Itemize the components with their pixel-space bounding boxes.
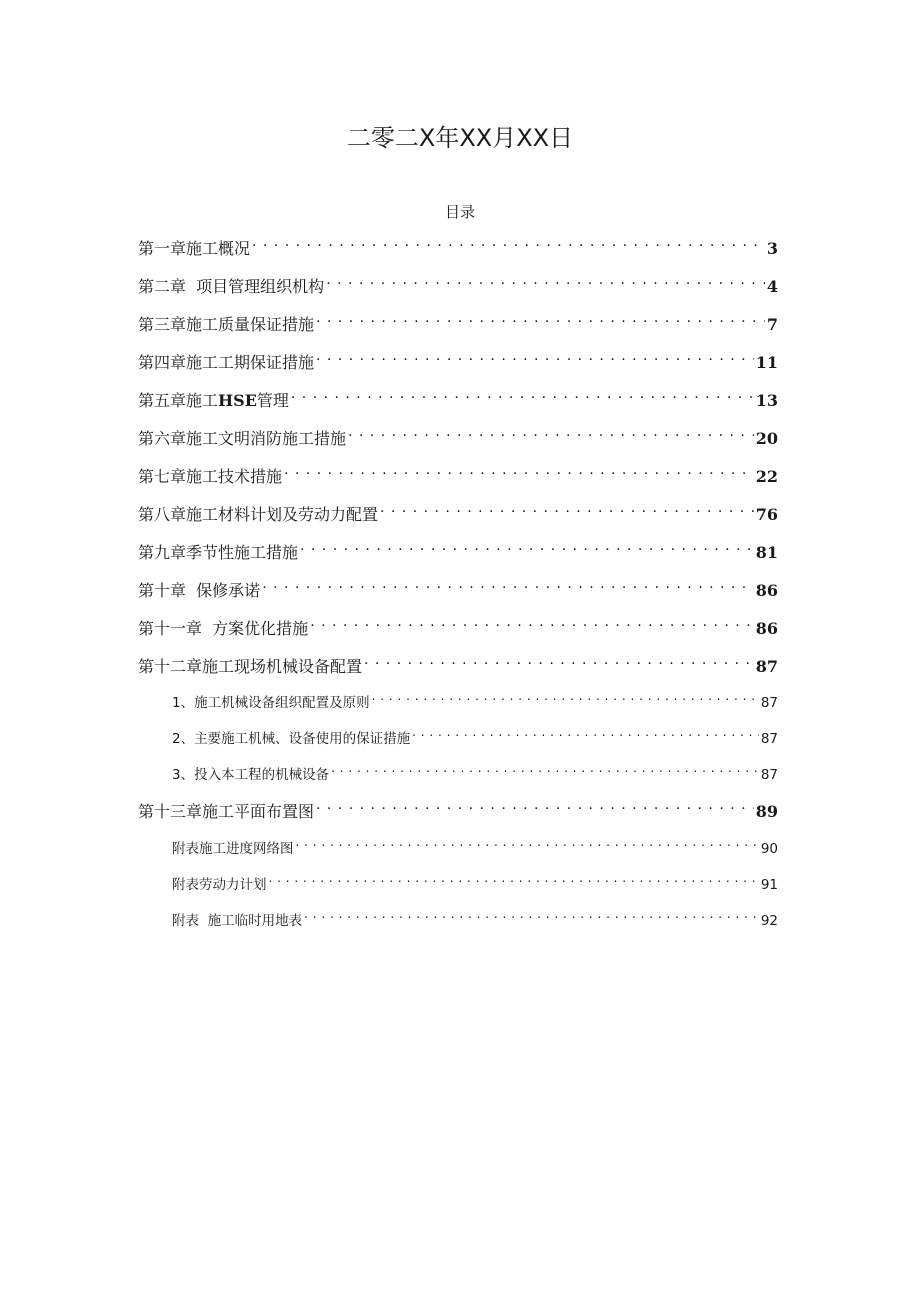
toc-entry-page: 7 xyxy=(766,315,778,334)
toc-entry-label: 第三章施工质量保证措施 xyxy=(138,315,315,334)
toc-entry-label: 2、主要施工机械、设备使用的保证措施 xyxy=(172,731,411,747)
toc-dot-leader xyxy=(310,618,754,634)
toc-entry-page: 87 xyxy=(755,657,778,676)
toc-entry-label: 第一章施工概况 xyxy=(138,239,251,258)
toc-dot-leader xyxy=(380,504,754,520)
toc-dot-leader xyxy=(316,314,765,330)
toc-entry-label xyxy=(138,389,289,413)
toc-entry-label: 第九章季节性施工措施 xyxy=(138,543,299,562)
toc-entry-page: 13 xyxy=(755,391,778,410)
toc-label-part: 管理 xyxy=(256,391,289,410)
toc-dot-leader xyxy=(296,840,759,854)
toc-entry-section-12-3[interactable] xyxy=(172,764,778,786)
toc-entry-chapter-2[interactable] xyxy=(138,275,778,299)
toc-entry-chapter-12[interactable] xyxy=(138,655,778,679)
toc-entry-chapter-3[interactable] xyxy=(138,313,778,337)
toc-entry-appendix-1[interactable] xyxy=(172,838,778,860)
toc-entry-chapter-9[interactable] xyxy=(138,541,778,565)
toc-entry-page: 90 xyxy=(760,841,778,857)
toc-dot-leader xyxy=(284,466,754,482)
toc-entry-label: 第十三章施工平面布置图 xyxy=(138,802,315,821)
toc-entry-page: 86 xyxy=(755,581,778,600)
toc-entry-label: 第七章施工技术措施 xyxy=(138,467,283,486)
toc-entry-appendix-3[interactable] xyxy=(172,910,778,932)
toc-entry-label: 第四章施工工期保证措施 xyxy=(138,353,315,372)
toc-dot-leader xyxy=(304,912,759,926)
toc-dot-leader xyxy=(300,542,754,558)
toc-dot-leader xyxy=(262,580,754,596)
toc-entry-chapter-4[interactable] xyxy=(138,351,778,375)
toc-label-bold-part: HSE xyxy=(218,391,257,410)
toc-entry-page: 4 xyxy=(766,277,778,296)
document-date-title: 二零二X年XX月XX日 xyxy=(346,124,574,152)
toc-entry-label: 1、施工机械设备组织配置及原则 xyxy=(172,695,370,711)
toc-entry-page: 87 xyxy=(760,731,778,747)
toc-entry-page: 86 xyxy=(755,619,778,638)
toc-entry-section-12-1[interactable] xyxy=(172,692,778,714)
toc-entry-page: 11 xyxy=(755,353,778,372)
toc-entry-chapter-6[interactable] xyxy=(138,427,778,451)
toc-entry-page: 92 xyxy=(760,913,778,929)
toc-entry-page: 87 xyxy=(760,767,778,783)
toc-entry-label: 附表 施工临时用地表 xyxy=(172,913,303,929)
toc-entry-chapter-13[interactable] xyxy=(138,800,778,824)
toc-entry-page: 87 xyxy=(760,695,778,711)
toc-dot-leader xyxy=(372,694,759,708)
toc-dot-leader xyxy=(252,238,765,254)
toc-heading: 目录 xyxy=(444,203,475,221)
toc-entry-chapter-10[interactable] xyxy=(138,579,778,603)
toc-dot-leader xyxy=(316,801,754,817)
toc-entry-label: 第六章施工文明消防施工措施 xyxy=(138,429,347,448)
toc-entry-page: 76 xyxy=(755,505,778,524)
toc-entry-label: 第八章施工材料计划及劳动力配置 xyxy=(138,505,379,524)
toc-label-part: 第五章施工 xyxy=(138,391,219,410)
toc-dot-leader xyxy=(364,656,754,672)
toc-entry-chapter-7[interactable] xyxy=(138,465,778,489)
toc-entry-page: 3 xyxy=(766,239,778,258)
toc-entry-label: 第十一章 方案优化措施 xyxy=(138,619,309,638)
toc-entry-label: 第十二章施工现场机械设备配置 xyxy=(138,657,363,676)
toc-entry-label: 3、投入本工程的机械设备 xyxy=(172,767,330,783)
toc-entry-page: 89 xyxy=(755,802,778,821)
toc-dot-leader xyxy=(331,766,759,780)
toc-dot-leader xyxy=(348,428,754,444)
toc-entry-label: 第十章 保修承诺 xyxy=(138,581,261,600)
toc-entry-label: 第二章 项目管理组织机构 xyxy=(138,277,325,296)
toc-entry-page: 20 xyxy=(755,429,778,448)
toc-entry-chapter-5[interactable] xyxy=(138,389,778,413)
toc-entry-label: 附表施工进度网络图 xyxy=(172,841,294,857)
toc-dot-leader xyxy=(326,276,765,292)
toc-entry-page: 91 xyxy=(760,877,778,893)
toc-dot-leader xyxy=(291,390,754,406)
toc-entry-page: 22 xyxy=(755,467,778,486)
toc-entry-section-12-2[interactable] xyxy=(172,728,778,750)
toc-entry-chapter-8[interactable] xyxy=(138,503,778,527)
toc-entry-chapter-1[interactable] xyxy=(138,237,778,261)
toc-dot-leader xyxy=(412,730,759,744)
toc-dot-leader xyxy=(269,876,759,890)
toc-entry-label: 附表劳动力计划 xyxy=(172,877,267,893)
toc-dot-leader xyxy=(316,352,754,368)
toc-entry-chapter-11[interactable] xyxy=(138,617,778,641)
toc-entry-appendix-2[interactable] xyxy=(172,874,778,896)
toc-entry-page: 81 xyxy=(755,543,778,562)
